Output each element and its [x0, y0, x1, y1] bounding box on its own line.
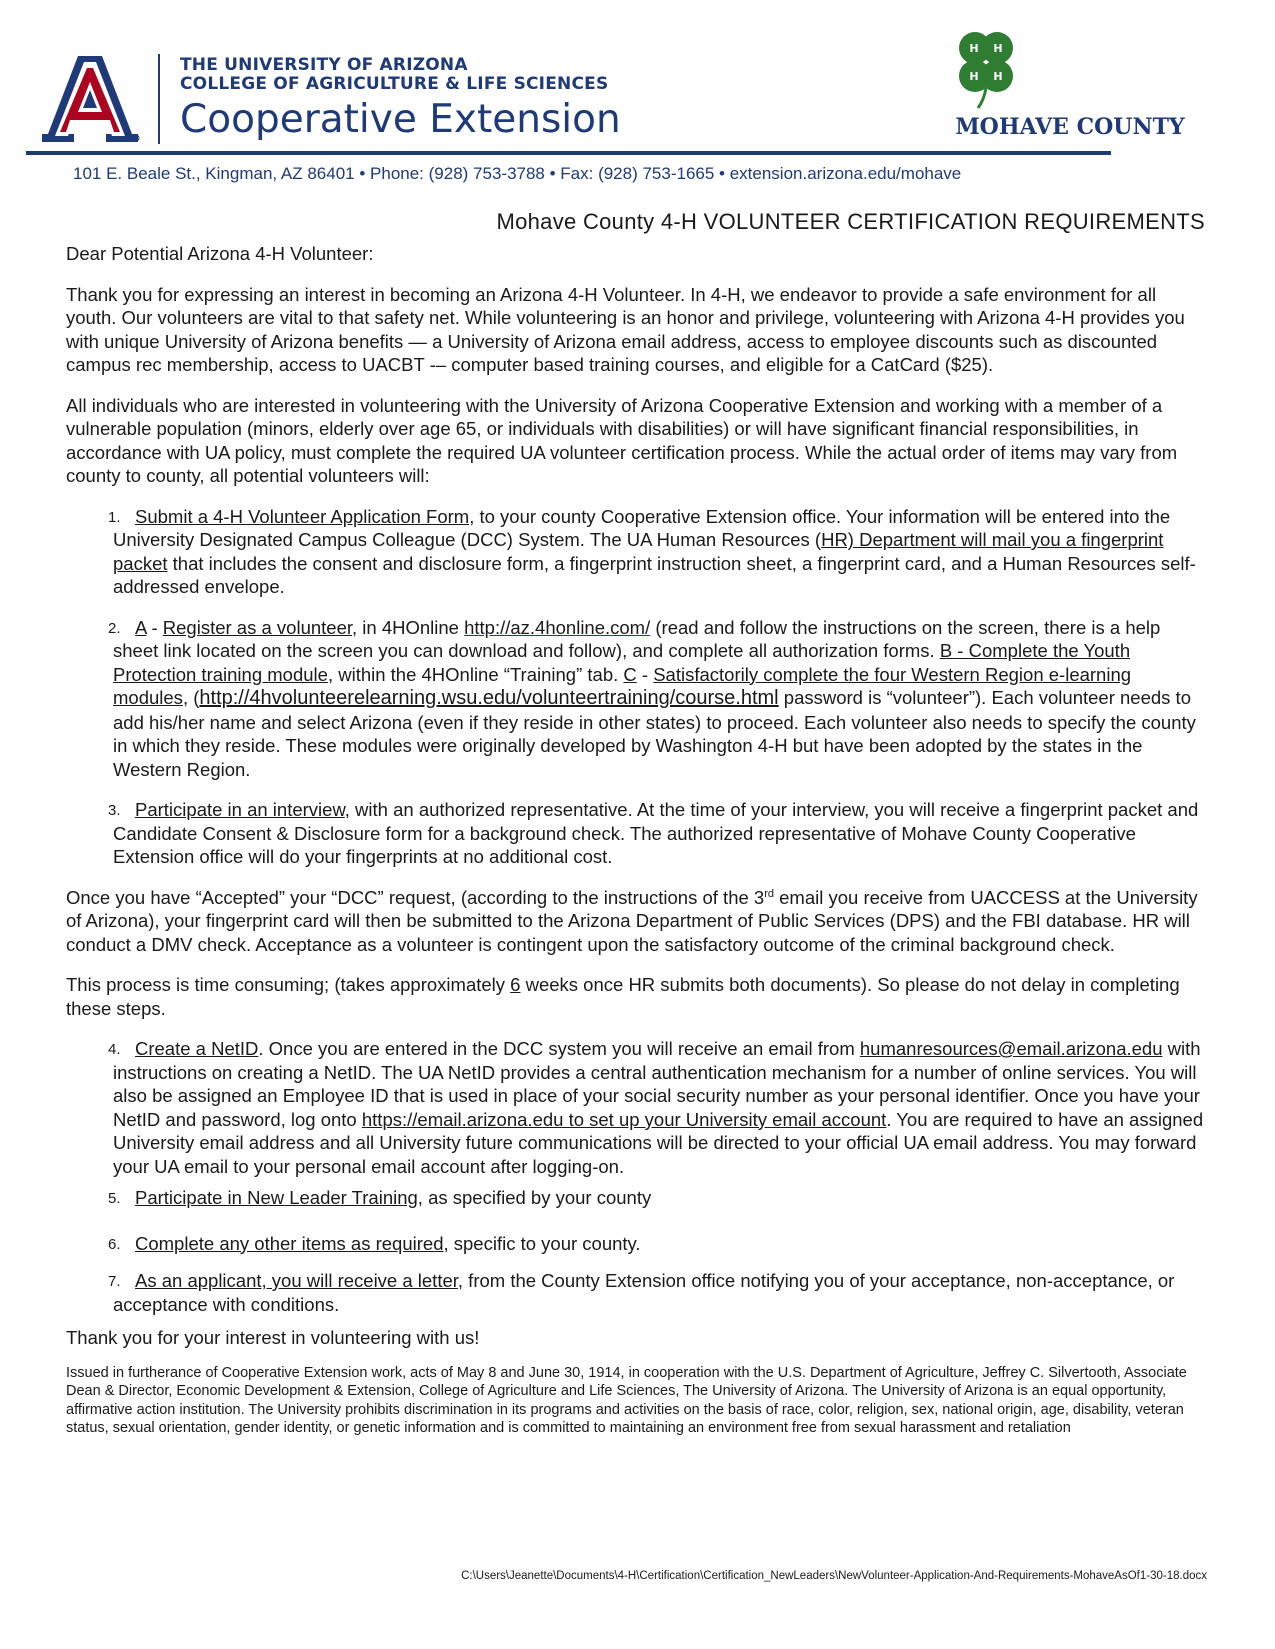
- step-number: 6.: [108, 1235, 121, 1253]
- four-h-clover-icon: [944, 26, 1028, 110]
- interview-link: Participate in an interview: [135, 799, 345, 820]
- office-address: 101 E. Beale St., Kingman, AZ 86401 • Phone: (928) 753-3788 • Fax: (928) 753-1665 • extension.arizona.edu/mohave: [73, 164, 962, 183]
- svg-text:H: H: [969, 70, 979, 83]
- salutation: Dear Potential Arizona 4-H Volunteer:: [66, 243, 374, 264]
- step-number: 5.: [108, 1190, 121, 1207]
- register-volunteer-link: Register as a volunteer: [162, 616, 352, 638]
- university-of-arizona-logo-icon: [40, 54, 140, 144]
- svg-text:H: H: [993, 70, 1003, 83]
- step-6: 6. Complete any other items as required, specific to your county.: [66, 1232, 1206, 1256]
- step-number: 3.: [108, 802, 121, 819]
- svg-text:H: H: [969, 42, 979, 55]
- intro-paragraph: Thank you for expressing an interest in becoming an Arizona 4-H Volunteer. In 4-H, we endeavor to provide a safe environment for all youth. Our volunteers are vital to that safety net. While volunteering is an honor and privilege, volunteering with Arizona 4-H provides you with unique University of Arizona benefits — a University of Arizona email address, access to employee discounts such as discounted campus rec membership, access to UACBT -– computer based training courses, and eligible for a CatCard ($25).: [66, 283, 1185, 375]
- 4honline-url-link[interactable]: http://az.4honline.com/: [464, 616, 651, 638]
- university-name: THE UNIVERSITY OF ARIZONA: [180, 55, 468, 75]
- background-check-paragraph: Once you have “Accepted” your “DCC” request, (according to the instructions of the 3rd email you receive from UACCESS at the University of Arizona), your fingerprint card will then be submitted to the Arizona Department of Public Services (DPS) and the FBI database. HR will conduct a DMV check. Acceptance as a volunteer is contingent upon the satisfactory outcome of the criminal background check.: [66, 886, 1198, 955]
- step-2: 2. A - Register as a volunteer, in 4HOnline http://az.4honline.com/ (read and follow the instructions on the screen, there is a help sheet link located on the screen you can download and follow), and complete all authorization forms. B - Complete the Youth Protection training module, within the 4HOnline “Training” tab. C - Satisfactorily complete the four Western Region e-learning modules, (http://4hvolunteerelearning.wsu.edu/volunteertraining/course.html password is “volunteer”). Each volunteer needs to add his/her name and select Arizona (even if they reside in other states) to proceed. Each volunteer also needs to specify the county in which they reside. These modules were originally developed by Washington 4-H but have been adopted by the states in the Western Region.: [108, 616, 1196, 780]
- step-4: 4. Create a NetID. Once you are entered in the DCC system you will receive an email from humanresources@email.arizona.edu with instructions on creating a NetID. The UA NetID provides a central authentication mechanism for a number of online services. You will also be assigned an Employee ID that is used in place of your social security number as your personal identifier. Once you have your NetID and password, log onto https://email.arizona.edu to set up your University email account. You are required to have an assigned University email address and all University future communications will be directed to your official UA email address. You may forward your UA email to your personal email account after logging-on.: [108, 1038, 1204, 1177]
- elearning-modules-link: Satisfactorily complete the four Western Region e-learning modules: [113, 663, 1132, 708]
- file-path: C:\Users\Jeanette\Documents\4-H\Certification\Certification_NewLeaders\NewVolunteer-Application-And-Requirements-MohaveAsOf1-30-18.docx: [461, 1570, 1207, 1582]
- step-number: 2.: [108, 619, 121, 637]
- leader-training-link: Participate in New Leader Training: [135, 1187, 418, 1208]
- college-name: COLLEGE OF AGRICULTURE & LIFE SCIENCES: [180, 74, 609, 94]
- letter-body: [66, 242, 1206, 1438]
- step-2c-label: C: [623, 663, 637, 685]
- step-2a-label: A: [135, 616, 147, 638]
- nondiscrimination-statement: Issued in furtherance of Cooperative Extension work, acts of May 8 and June 30, 1914, in cooperation with the U.S. Department of Agriculture, Jeffrey C. Silvertooth, Associate Dean & Director, Economic Development & Extension, College of Agriculture and Life Sciences, The University of Arizona. The University of Arizona is an equal opportunity, affirmative action institution. The University prohibits discrimination in its programs and activities on the basis of race, color, religion, sex, national origin, age, disability, veteran status, sexual orientation, gender identity, or genetic information and is committed to maintaining an environment free from sexual harassment and retaliation: [66, 1364, 1187, 1436]
- step-number: 4.: [108, 1041, 121, 1058]
- step-number: 7.: [108, 1273, 121, 1290]
- county-name: MOHAVE COUNTY: [955, 114, 1185, 140]
- unit-name: Cooperative Extension: [180, 97, 621, 142]
- institution-name: [180, 56, 621, 144]
- application-form-link[interactable]: Submit a 4-H Volunteer Application Form: [135, 505, 470, 527]
- letterhead: [0, 0, 1275, 200]
- step-5: 5. Participate in New Leader Training, as specified by your county: [66, 1186, 1206, 1210]
- eligibility-paragraph: All individuals who are interested in volunteering with the University of Arizona Cooperative Extension and working with a member of a vulnerable population (minors, elderly over age 65, or individuals with disabilities) or will have significant financial responsibilities, in accordance with UA policy, must complete the required UA volunteer certification process. While the actual order of items may vary from county to county, all potential volunteers will:: [66, 394, 1178, 486]
- step-7: 7. As an applicant, you will receive a letter, from the County Extension office notifying you of your acceptance, non-acceptance, or acceptance with conditions.: [108, 1270, 1175, 1315]
- step-2b-label: B: [939, 640, 953, 661]
- svg-text:H: H: [993, 42, 1003, 55]
- weeks-count: 6: [510, 974, 521, 995]
- acceptance-letter-link: As an applicant, you will receive a letter: [135, 1270, 458, 1291]
- closing-line: Thank you for your interest in volunteering with us!: [66, 1327, 480, 1348]
- header-rule: [26, 151, 1111, 155]
- processing-time-paragraph: This process is time consuming; (takes approximately 6 weeks once HR submits both documents). So please do not delay in completing these steps.: [66, 974, 1180, 1019]
- step-number: 1.: [108, 508, 121, 526]
- other-items-link: Complete any other items as required: [135, 1232, 444, 1254]
- youth-protection-link: Complete the Youth Protection training module: [113, 640, 1131, 685]
- university-email-link[interactable]: https://email.arizona.edu to set up your University email account: [361, 1108, 887, 1130]
- step-3: 3. Participate in an interview, with an authorized representative. At the time of your interview, you will receive a fingerprint packet and Candidate Consent & Disclosure form for a background check. The authorized representative of Mohave County Cooperative Extension office will do your fingerprints at no additional cost.: [108, 799, 1199, 867]
- hr-email-link[interactable]: humanresources@email.arizona.edu: [859, 1038, 1163, 1059]
- step-1: 1. Submit a 4-H Volunteer Application Form, to your county Cooperative Extension office. Your information will be entered into the University Designated Campus Colleague (DCC) System. The UA Human Resources (HR) Department will mail you a fingerprint packet that includes the consent and disclosure form, a fingerprint instruction sheet, a fingerprint card, and a Human Resources self-addressed envelope.: [108, 505, 1196, 597]
- logo-divider: [158, 54, 160, 144]
- elearning-url-link[interactable]: http://4hvolunteerelearning.wsu.edu/volunteertraining/course.html: [199, 687, 779, 709]
- document-title: Mohave County 4-H VOLUNTEER CERTIFICATION REQUIREMENTS: [496, 209, 1205, 234]
- create-netid-link: Create a NetID: [135, 1038, 259, 1059]
- fingerprint-packet-link: HR) Department will mail you a fingerprint packet: [113, 529, 1164, 574]
